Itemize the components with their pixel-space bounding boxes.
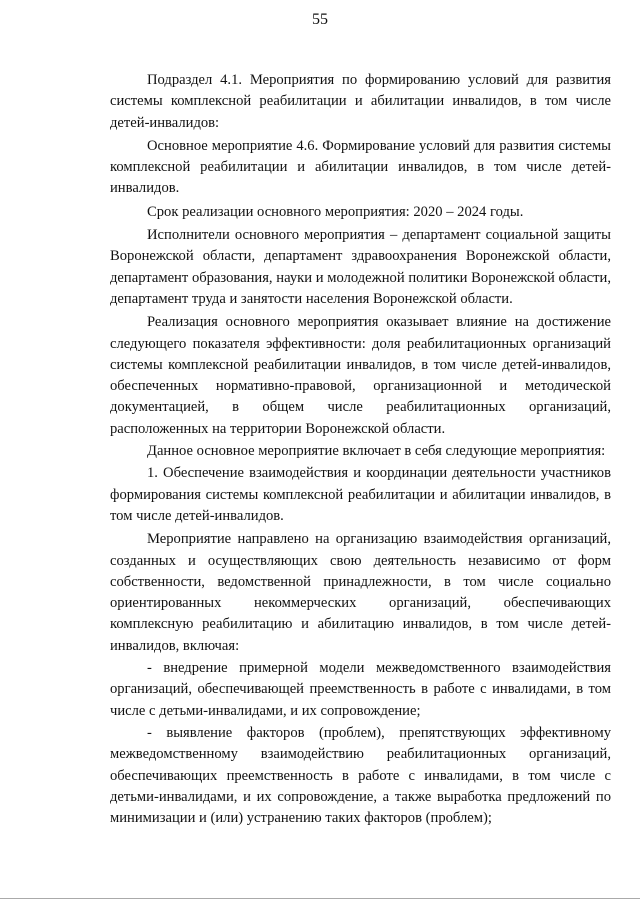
page-number: 55: [312, 11, 328, 28]
main-activity-title: Основное мероприятие 4.6. Формирование условий для развития системы комплексной реабилитации и абилитации инвалидов, в том числе детей-инвалидов.: [110, 137, 611, 197]
activity-1-title: 1. Обеспечение взаимодействия и координации деятельности участников формирования системы комплексной реабилитации и абилитации инвалидов, в том числе детей-инвалидов.: [110, 465, 611, 524]
bullet-item: - выявление факторов (проблем), препятствующих эффективному межведомственному взаимодействию реабилитационных организаций, обеспечивающих преемственность в работе с инвалидами, в том числе с детьми-инвалидами, и их сопровождение, а также выработка предложений по минимизации и (или) устранению таких факторов (проблем);: [110, 724, 611, 827]
bottom-edge-line: [0, 898, 640, 899]
bullet-item: - внедрение примерной модели межведомственного взаимодействия организаций, обеспечивающей преемственность в работе с инвалидами, в том числе с детьми-инвалидами, и их сопровождение;: [110, 660, 611, 719]
subsection-heading: Подраздел 4.1. Мероприятия по формированию условий для развития системы комплексной реабилитации и абилитации инвалидов, в том числе детей-инвалидов:: [110, 72, 611, 131]
executors-paragraph: Исполнители основного мероприятия – департамент социальной защиты Воронежской области, департамент здравоохранения Воронежской области, департамент образования, науки и молодежной политики Воронежской области, департамент труда и занятости населения Воронежской области.: [110, 227, 611, 307]
implementation-period: Срок реализации основного мероприятия: 2020 – 2024 годы.: [147, 203, 524, 220]
activity-1-description: Мероприятие направлено на организацию взаимодействия организаций, созданных и осуществляющих свою деятельность независимо от форм собственности, ведомственной принадлежности, в том числе социально ориентированных некоммерческих организаций, обеспечивающих комплексную реабилитацию и абилитацию инвалидов, в том числе детей-инвалидов, включая:: [110, 531, 611, 654]
document-body: [110, 70, 611, 830]
efficiency-indicator-paragraph: Реализация основного мероприятия оказывает влияние на достижение следующего показателя эффективности: доля реабилитационных организаций системы комплексной реабилитации инвалидов, в том числе детей-инвалидов, обеспеченных нормативно-правовой, организационной и методической документацией, в общем числе реабилитационных организаций, расположенных на территории Воронежской области.: [110, 314, 611, 437]
activities-intro: Данное основное мероприятие включает в себя следующие мероприятия:: [147, 443, 606, 460]
